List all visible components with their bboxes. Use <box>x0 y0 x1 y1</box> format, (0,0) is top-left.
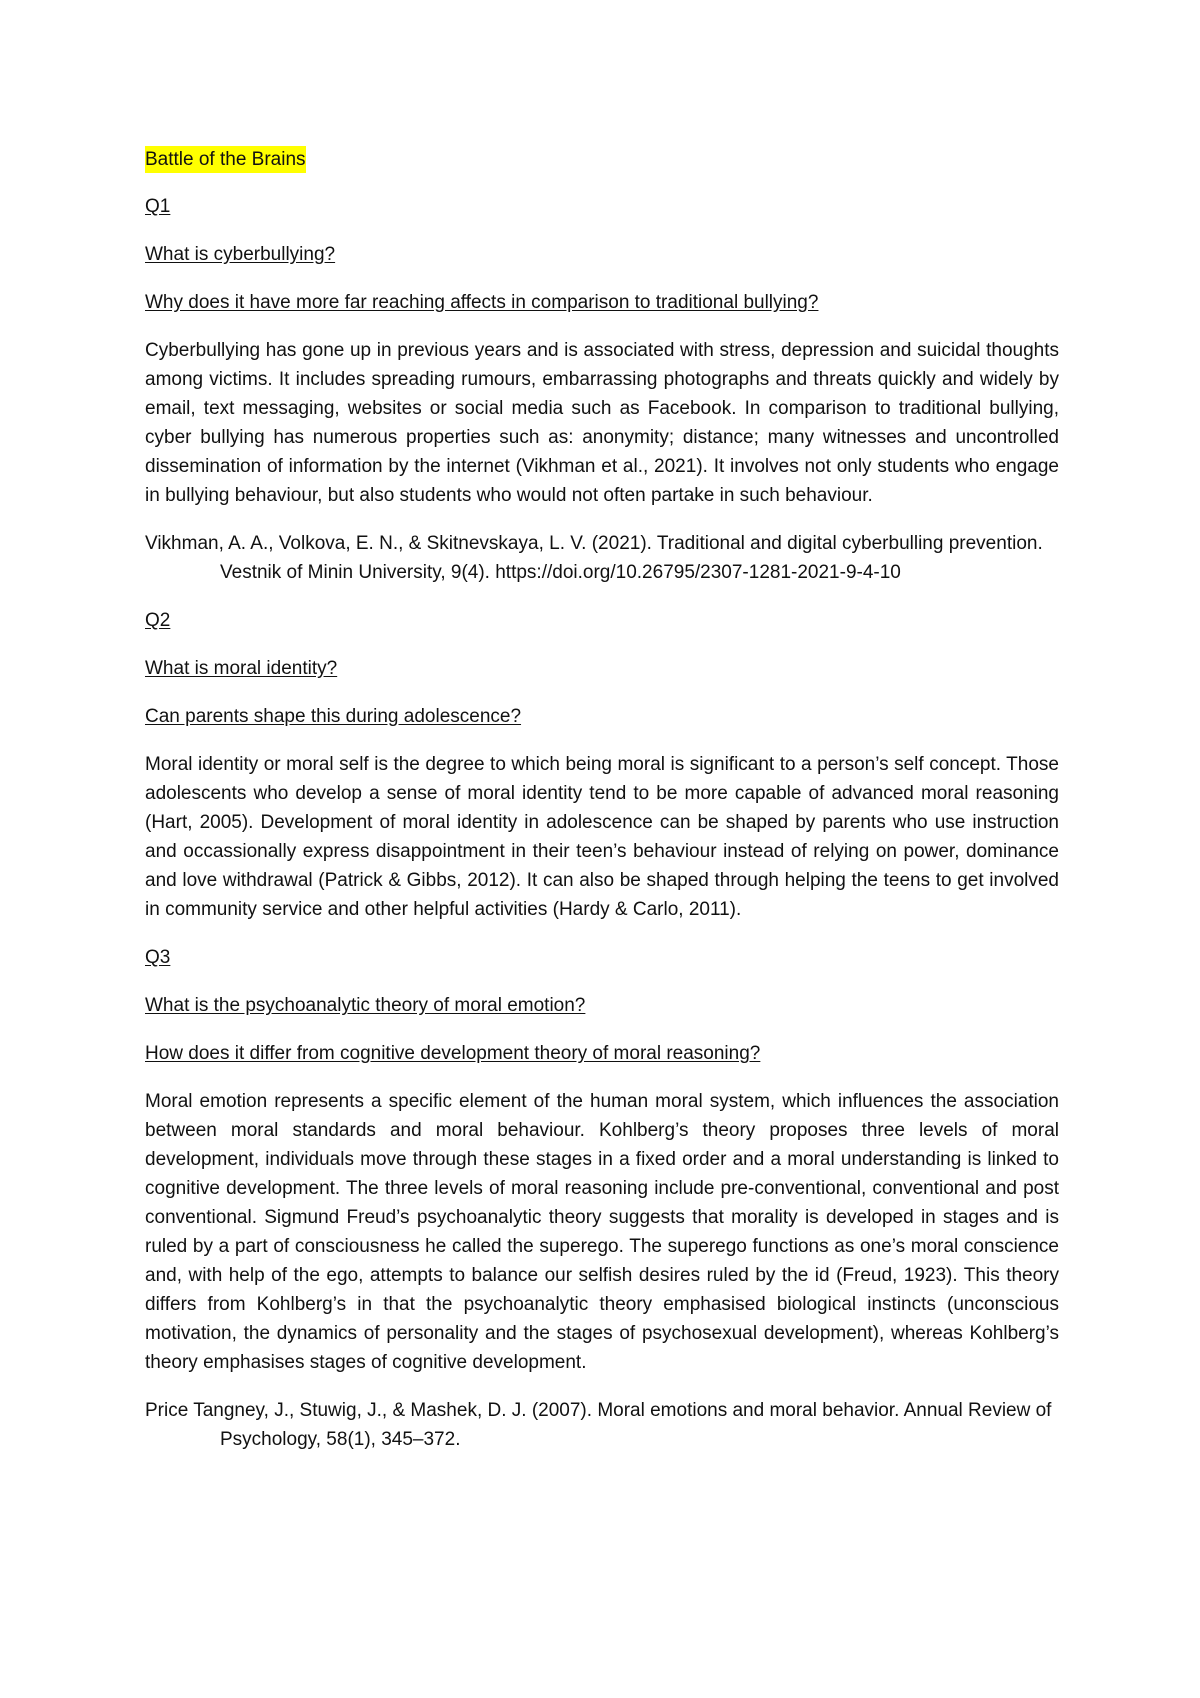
q1-reference: Vikhman, A. A., Volkova, E. N., & Skitnevskaya, L. V. (2021). Traditional and digital cyberbulling prevention. Vestnik of Minin University, 9(4). https://doi.org/10.26795/2307-1281-2021-9-4-10 <box>145 533 1043 583</box>
q2-label: Q2 <box>145 610 171 631</box>
q2-answer: Moral identity or moral self is the degree to which being moral is significant to a person’s self concept. Those adolescents who develop a sense of moral identity tend to be more capable of advanced moral reasoning (Hart, 2005). Development of moral identity in adolescence can be shaped by parents who use instruction and occassionally express disappointment in their teen’s behaviour instead of relying on power, dominance and love withdrawal (Patrick & Gibbs, 2012). It can also be shaped through helping the teens to get involved in community service and other helpful activities (Hardy & Carlo, 2011). <box>145 754 1059 920</box>
q2-question-2: Can parents shape this during adolescence? <box>145 706 522 727</box>
document-title: Battle of the Brains <box>145 146 306 173</box>
q1-question-2: Why does it have more far reaching affects in comparison to traditional bullying? <box>145 292 819 313</box>
q3-question-2: How does it differ from cognitive development theory of moral reasoning? <box>145 1043 761 1064</box>
q3-label: Q3 <box>145 947 171 968</box>
q1-label: Q1 <box>145 196 171 217</box>
section-q1 <box>145 192 1059 587</box>
q1-question-1: What is cyberbullying? <box>145 244 336 265</box>
q3-answer: Moral emotion represents a specific element of the human moral system, which influences the association between moral standards and moral behaviour. Kohlberg’s theory proposes three levels of moral development, individuals move through these stages in a fixed order and a moral understanding is linked to cognitive development. The three levels of moral reasoning include pre-conventional, conventional and post conventional. Sigmund Freud’s psychoanalytic theory suggests that morality is developed in stages and is ruled by a part of consciousness he called the superego. The superego functions as one’s moral conscience and, with help of the ego, attempts to balance our selfish desires ruled by the id (Freud, 1923). This theory differs from Kohlberg’s in that the psychoanalytic theory emphasised biological instincts (unconscious motivation, the dynamics of personality and the stages of psychosexual development), whereas Kohlberg’s theory emphasises stages of cognitive development. <box>145 1091 1059 1373</box>
q1-answer: Cyberbullying has gone up in previous years and is associated with stress, depression and suicidal thoughts among victims. It includes spreading rumours, embarrassing photographs and threats quickly and widely by email, text messaging, websites or social media such as Facebook. In comparison to traditional bullying, cyber bullying has numerous properties such as: anonymity; distance; many witnesses and uncontrolled dissemination of information by the internet (Vikhman et al., 2021). It involves not only students who engage in bullying behaviour, but also students who would not often partake in such behaviour. <box>145 340 1059 506</box>
q3-question-1: What is the psychoanalytic theory of moral emotion? <box>145 995 586 1016</box>
section-q2 <box>145 606 1059 924</box>
q3-reference: Price Tangney, J., Stuwig, J., & Mashek, D. J. (2007). Moral emotions and moral behavior. Annual Review of Psychology, 58(1), 345–372. <box>145 1400 1052 1450</box>
section-q3 <box>145 943 1059 1454</box>
document-page <box>145 145 1059 1473</box>
q2-question-1: What is moral identity? <box>145 658 338 679</box>
